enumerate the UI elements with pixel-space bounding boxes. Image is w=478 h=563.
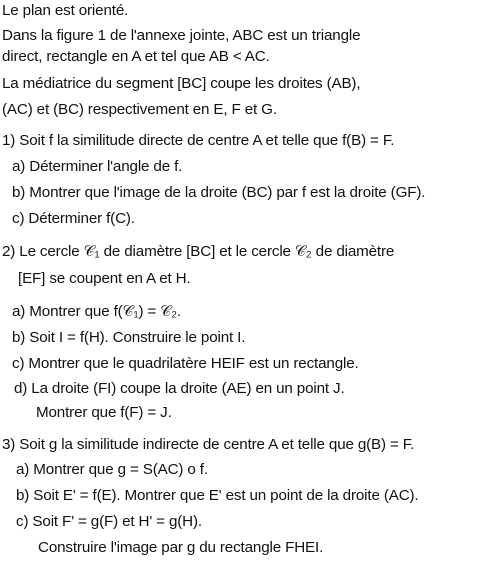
part1-item-b: b) Montrer que l'image de la droite (BC) par f est la droite (GF).	[12, 184, 426, 201]
intro-line-2: Dans la figure 1 de l'annexe jointe, ABC est un triangle	[2, 27, 361, 44]
part2-statement-line-2: [EF] se coupent en A et H.	[18, 270, 191, 287]
part3-item-c: c) Soit F' = g(F) et H' = g(H).	[16, 513, 202, 530]
part3-item-b: b) Soit E' = f(E). Montrer que E' est un point de la droite (AC).	[16, 487, 419, 504]
part1-item-c: c) Déterminer f(C).	[12, 210, 135, 227]
part2-statement-line-1: 2) Le cercle 𝒞₁ de diamètre [BC] et le cercle 𝒞₂ de diamètre	[2, 243, 395, 260]
part3-item-a: a) Montrer que g = S(AC) o f.	[16, 461, 208, 478]
part3-statement: 3) Soit g la similitude indirecte de centre A et telle que g(B) = F.	[2, 436, 415, 453]
part2-item-b: b) Soit I = f(H). Construire le point I.	[12, 329, 246, 346]
part3-item-c-cont: Construire l'image par g du rectangle FHEI.	[38, 539, 324, 556]
intro-line-5: (AC) et (BC) respectivement en E, F et G.	[2, 101, 277, 118]
part2-item-c: c) Montrer que le quadrilatère HEIF est un rectangle.	[12, 355, 359, 372]
part2-item-a: a) Montrer que f(𝒞₁) = 𝒞₂.	[12, 303, 181, 320]
intro-line-3: direct, rectangle en A et tel que AB < AC.	[2, 48, 270, 65]
part2-item-d: d) La droite (FI) coupe la droite (AE) en un point J.	[14, 380, 345, 397]
part1-item-a: a) Déterminer l'angle de f.	[12, 158, 183, 175]
intro-line-1: Le plan est orienté.	[2, 2, 129, 19]
intro-line-4: La médiatrice du segment [BC] coupe les droites (AB),	[2, 75, 361, 92]
part1-statement: 1) Soit f la similitude directe de centre A et telle que f(B) = F.	[2, 132, 395, 149]
part2-item-d-cont: Montrer que f(F) = J.	[36, 404, 172, 421]
